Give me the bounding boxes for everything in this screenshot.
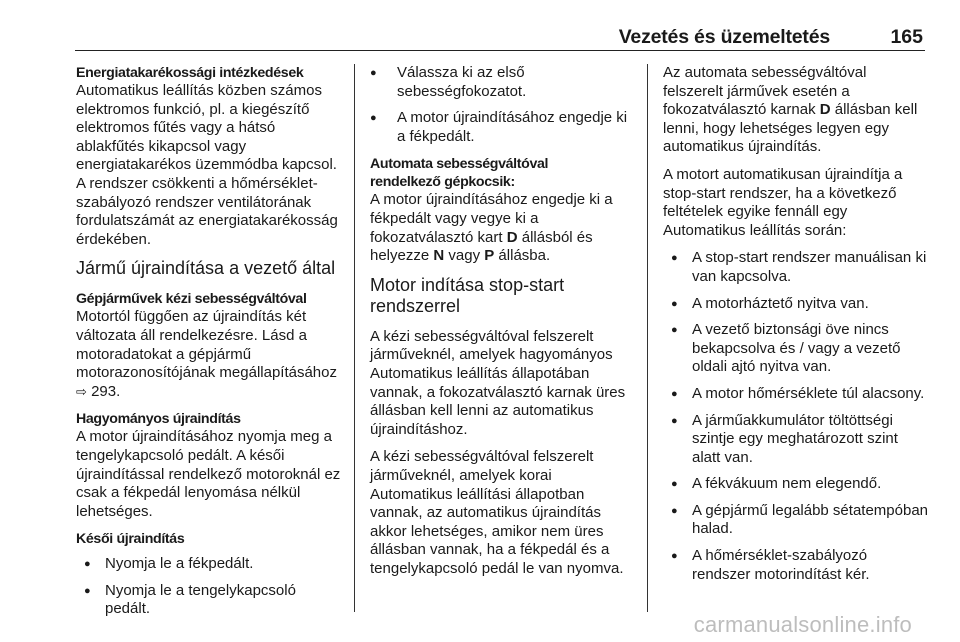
late-restart-list-continued xyxy=(370,64,636,146)
list-item: ● A motor hőmérséklete túl alacsony. xyxy=(663,385,929,404)
automatic-restart-text-part: Az automata sebességváltóval felszerelt járművek esetén a fokozatválasztó karnak xyxy=(663,64,867,119)
column-middle xyxy=(370,64,636,587)
column-divider xyxy=(354,64,355,612)
list-item: ● A motorháztető nyitva van. xyxy=(663,295,929,314)
list-item: ● A vezető biztonsági öve nincs bekapcsolva és / vagy a vezető oldali ajtó nyitva van. xyxy=(663,321,929,377)
stop-start-heading: Motor indítása stop-start rendszerrel xyxy=(370,274,565,316)
energy-saving-heading: Energiatakarékossági intézkedések xyxy=(76,65,304,81)
list-item: ● A gépjármű legalább sétatempóban halad. xyxy=(663,502,929,539)
automatic-gearbox-text-part: állásba. xyxy=(494,247,551,265)
list-item: ● Nyomja le a tengelykapcsoló pedált. xyxy=(76,582,344,619)
energy-saving-text: Automatikus leállítás közben számos elektromos funkció, pl. a kiegészítő elektromos fűtés vagy a hátsó ablakfűtés kikapcsol vagy energiatakarékos üzemmódba kapcsol. A rendszer csökkenti a hőmérséklet-szabályozó rendszer ventilátorának fordulatszámát az energiatakarékosság érdekében. xyxy=(76,82,338,248)
list-item: ● Válassza ki az első sebességfokozatot. xyxy=(370,64,636,101)
page-title: Vezetés és üzemeltetés xyxy=(618,26,830,48)
automatic-gearbox-text-part: állásból és helyezze xyxy=(370,228,593,265)
late-restart-list xyxy=(76,555,344,619)
list-item: ● A hőmérséklet-szabályozó rendszer motorindítást kér. xyxy=(663,547,929,584)
page-reference-number[interactable]: 293. xyxy=(86,382,121,400)
stop-start-text-2: A kézi sebességváltóval felszerelt járműveknél, amelyek korai Automatikus leállítási állapotban vannak, az automatikus újraindítás akkor lehetséges, amikor nem üres állásban vannak, ha a fékpedál és a tengelykapcsoló pedál le van nyomva. xyxy=(370,448,624,577)
restart-conditions-list xyxy=(663,249,929,584)
manual-gearbox-text xyxy=(76,308,344,401)
page-number: 165 xyxy=(890,26,923,48)
list-item: ● A járműakkumulátor töltöttségi szintje egy meghatározott szint alatt van. xyxy=(663,412,929,468)
gear-position-p: P xyxy=(484,247,495,265)
page-reference-arrow-icon[interactable]: ⇨ xyxy=(76,383,87,399)
automatic-gearbox-heading: Automata sebességváltóval rendelkező gépkocsik: xyxy=(370,156,549,191)
late-restart-heading: Késői újraindítás xyxy=(76,531,185,548)
manual-gearbox-body: Motortól függően az újraindítás két változata áll rendelkezésre. Lásd a motoradatokat a gépjármű motorazonosítójának megállapításához xyxy=(76,308,337,382)
column-right xyxy=(663,64,929,593)
page-header xyxy=(75,26,925,51)
automatic-gearbox-text xyxy=(370,191,636,265)
automatic-restart-text-1 xyxy=(663,64,929,157)
automatic-restart-text-2: A motort automatikusan újraindítja a stop-start rendszer, ha a következő feltételek egyike fennáll egy Automatikus leállítás során: xyxy=(663,165,903,239)
automatic-restart-text-part: állásban kell lenni, hogy lehetséges legyen egy automatikus újraindítás. xyxy=(663,101,918,156)
manual-gearbox-heading: Gépjárművek kézi sebességváltóval xyxy=(76,291,307,308)
column-left xyxy=(76,64,344,628)
automatic-gearbox-text-part: A motor újraindításához engedje ki a fékpedált vagy vegye ki a fokozatválasztó kart xyxy=(370,191,613,246)
site-watermark: carmanualsonline.info xyxy=(693,612,912,637)
column-divider xyxy=(647,64,648,612)
conventional-restart-text: A motor újraindításához nyomja meg a tengelykapcsoló pedált. A késői újraindítással rendelkező motoroknál ez csak a fékpedál lenyomása nélkül lehetséges. xyxy=(76,428,341,520)
list-item: ● A stop-start rendszer manuálisan ki van kapcsolva. xyxy=(663,249,929,286)
driver-restart-heading: Jármű újraindítása a vezető által xyxy=(76,258,336,279)
gear-position-d: D xyxy=(819,101,831,119)
list-item: ● A motor újraindításához engedje ki a fékpedált. xyxy=(370,109,636,146)
conventional-restart-heading: Hagyományos újraindítás xyxy=(76,411,241,428)
list-item: ● A fékvákuum nem elegendő. xyxy=(663,475,929,494)
gear-position-d: D xyxy=(506,228,518,246)
gear-position-n: N xyxy=(433,247,445,265)
automatic-gearbox-text-part: vagy xyxy=(444,247,485,265)
stop-start-text-1: A kézi sebességváltóval felszerelt járműveknél, amelyek hagyományos Automatikus leállítás állapotában vannak, a fokozatválasztó karnak üres állásban kell lenni az automatikus újraindításhoz. xyxy=(370,327,626,438)
list-item: ● Nyomja le a fékpedált. xyxy=(76,555,344,574)
